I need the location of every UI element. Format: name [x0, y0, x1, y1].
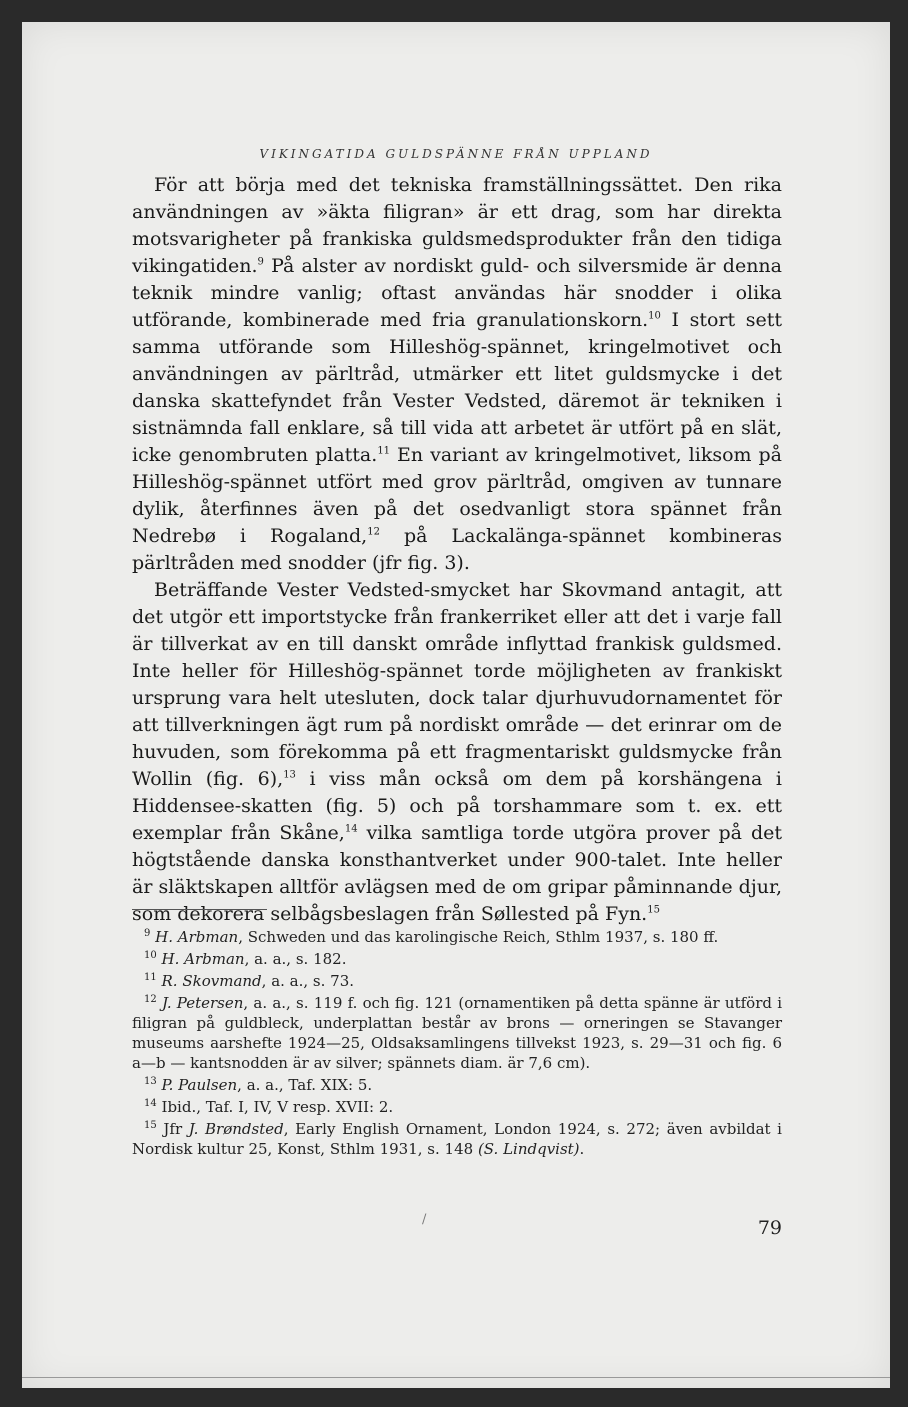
italic-text: (S. Lindqvist): [477, 1140, 580, 1158]
italic-text: R. Skovmand: [161, 972, 262, 990]
footnote-number: 10: [144, 950, 157, 961]
footnote-number: 14: [144, 1098, 157, 1109]
footnote: [132, 993, 782, 1073]
text-run: Beträffande Vester Vedsted-smycket har Skovmand antagit, att det utgör ett importstycke från frankerriket eller att det i varje fall är tillverkat av en till danskt område inflyttad frankisk guldsmed. Inte heller för Hilleshög-spännet torde möjligheten av frankiskt ursprung vara helt utesluten, dock talar djurhuvudornamentet för att tillverkningen ägt rum på nordiskt område — det erinrar om de huvuden, som förekomma på ett fragmentariskt guldsmycke från Wollin (fig. 6),: [132, 579, 782, 790]
footnote: [132, 971, 782, 991]
footnote: [132, 1075, 782, 1095]
italic-text: J. Brøndsted: [188, 1120, 284, 1138]
text-run: på Lackalänga-spännet kombineras pärltråden med snodder (jfr fig. 3).: [132, 525, 783, 574]
text-run: i viss mån också om dem på korshängena i Hiddensee-skatten (fig. 5) och på torshammare som t. ex. ett exemplar från Skåne,: [132, 768, 782, 844]
footnote-ref: 14: [344, 823, 358, 835]
text-run: , a. a., s. 182.: [244, 950, 347, 968]
stray-mark: /: [422, 1212, 427, 1227]
text-run: En variant av kringelmotivet, liksom på Hilleshög-spännet utfört med grov pärltråd, omgiven av tunnare dylik, återfinnes även på det osedvanligt stora spännet från Nedrebø i Rogaland,: [132, 444, 782, 547]
paragraph: [132, 577, 782, 928]
text-run: För att börja med det tekniska framställningssättet. Den rika användningen av »äkta filigran» är ett drag, som har direkta motsvarigheter på frankiska guldsmedsprodukter från den tidiga vikingatiden.: [132, 174, 782, 277]
text-run: , a. a., s. 119 f. och fig. 121 (ornamentiken på detta spänne är utförd i filigran på guldbleck, underplattan består av brons — orneringen se Stavanger museums aarshefte 1924—25, Oldsaksamlingens tillvekst 1923, s. 29—31 och fig. 6 a—b — kantsnodden är av silver; spännets diam. är 7,6 cm).: [132, 994, 782, 1072]
paragraph: [132, 172, 782, 577]
italic-text: H. Arbman: [161, 950, 245, 968]
footnote-number: 12: [144, 994, 157, 1005]
footnote-number: 13: [144, 1076, 157, 1087]
italic-text: J. Petersen: [161, 994, 244, 1012]
document-page: [22, 22, 890, 1388]
footnotes: [132, 927, 782, 1161]
page-number: 79: [757, 1217, 782, 1239]
footnote: [132, 927, 782, 947]
footnote-number: 15: [144, 1120, 157, 1131]
text-run: Ibid., Taf. I, IV, V resp. XVII: 2.: [161, 1098, 394, 1116]
footnote-ref: 15: [647, 904, 660, 916]
footnote-ref: 11: [377, 445, 391, 457]
footnote-ref: 10: [648, 310, 661, 322]
text-run: .: [579, 1140, 585, 1158]
text-run: I stort sett samma utförande som Hilleshög-spännet, kringelmotivet och användningen av pärltråd, utmärker ett litet guldsmycke i det danska skattefyndet från Vester Vedsted, däremot är tekniken i sistnämnda fall enklare, så till vida att arbetet är utfört på en slät, icke genombruten platta.: [132, 309, 782, 466]
italic-text: H. Arbman: [155, 928, 239, 946]
text-run: vilka samtliga torde utgöra prover på det högtstående danska konsthantverket under 900-talet. Inte heller är släktskapen alltför avlägsen med de om gripar påminnande djur, som dekorera selbågsbeslagen från Søllested på Fyn.: [132, 822, 782, 925]
footnote: [132, 1097, 782, 1117]
footnote-divider: [132, 909, 267, 910]
footnote: [132, 949, 782, 969]
text-run: Jfr: [163, 1120, 189, 1138]
footnote-ref: 12: [367, 526, 380, 538]
text-run: På alster av nordiskt guld- och silversmide är denna teknik mindre vanlig; oftast användas här snodder i olika utförande, kombinerade med fria granulationskorn.: [132, 255, 782, 331]
footnote-number: 9: [144, 928, 151, 939]
page-bottom-edge: [22, 1377, 890, 1378]
footnote: [132, 1119, 782, 1159]
footnote-number: 11: [144, 972, 157, 983]
text-run: , Early English Ornament, London 1924, s. 272; även avbildat i Nordisk kultur 25, Konst, Sthlm 1931, s. 148: [132, 1120, 782, 1158]
footnote-ref: 13: [283, 769, 296, 781]
running-title: VIKINGATIDA GULDSPÄNNE FRÅN UPPLAND: [259, 147, 653, 161]
text-run: , Schweden und das karolingische Reich, Sthlm 1937, s. 180 ff.: [238, 928, 719, 946]
text-run: , a. a., s. 73.: [261, 972, 355, 990]
text-run: , a. a., Taf. XIX: 5.: [237, 1076, 373, 1094]
footnote-ref: 9: [257, 256, 264, 268]
body-text: [132, 172, 782, 928]
italic-text: P. Paulsen: [161, 1076, 238, 1094]
